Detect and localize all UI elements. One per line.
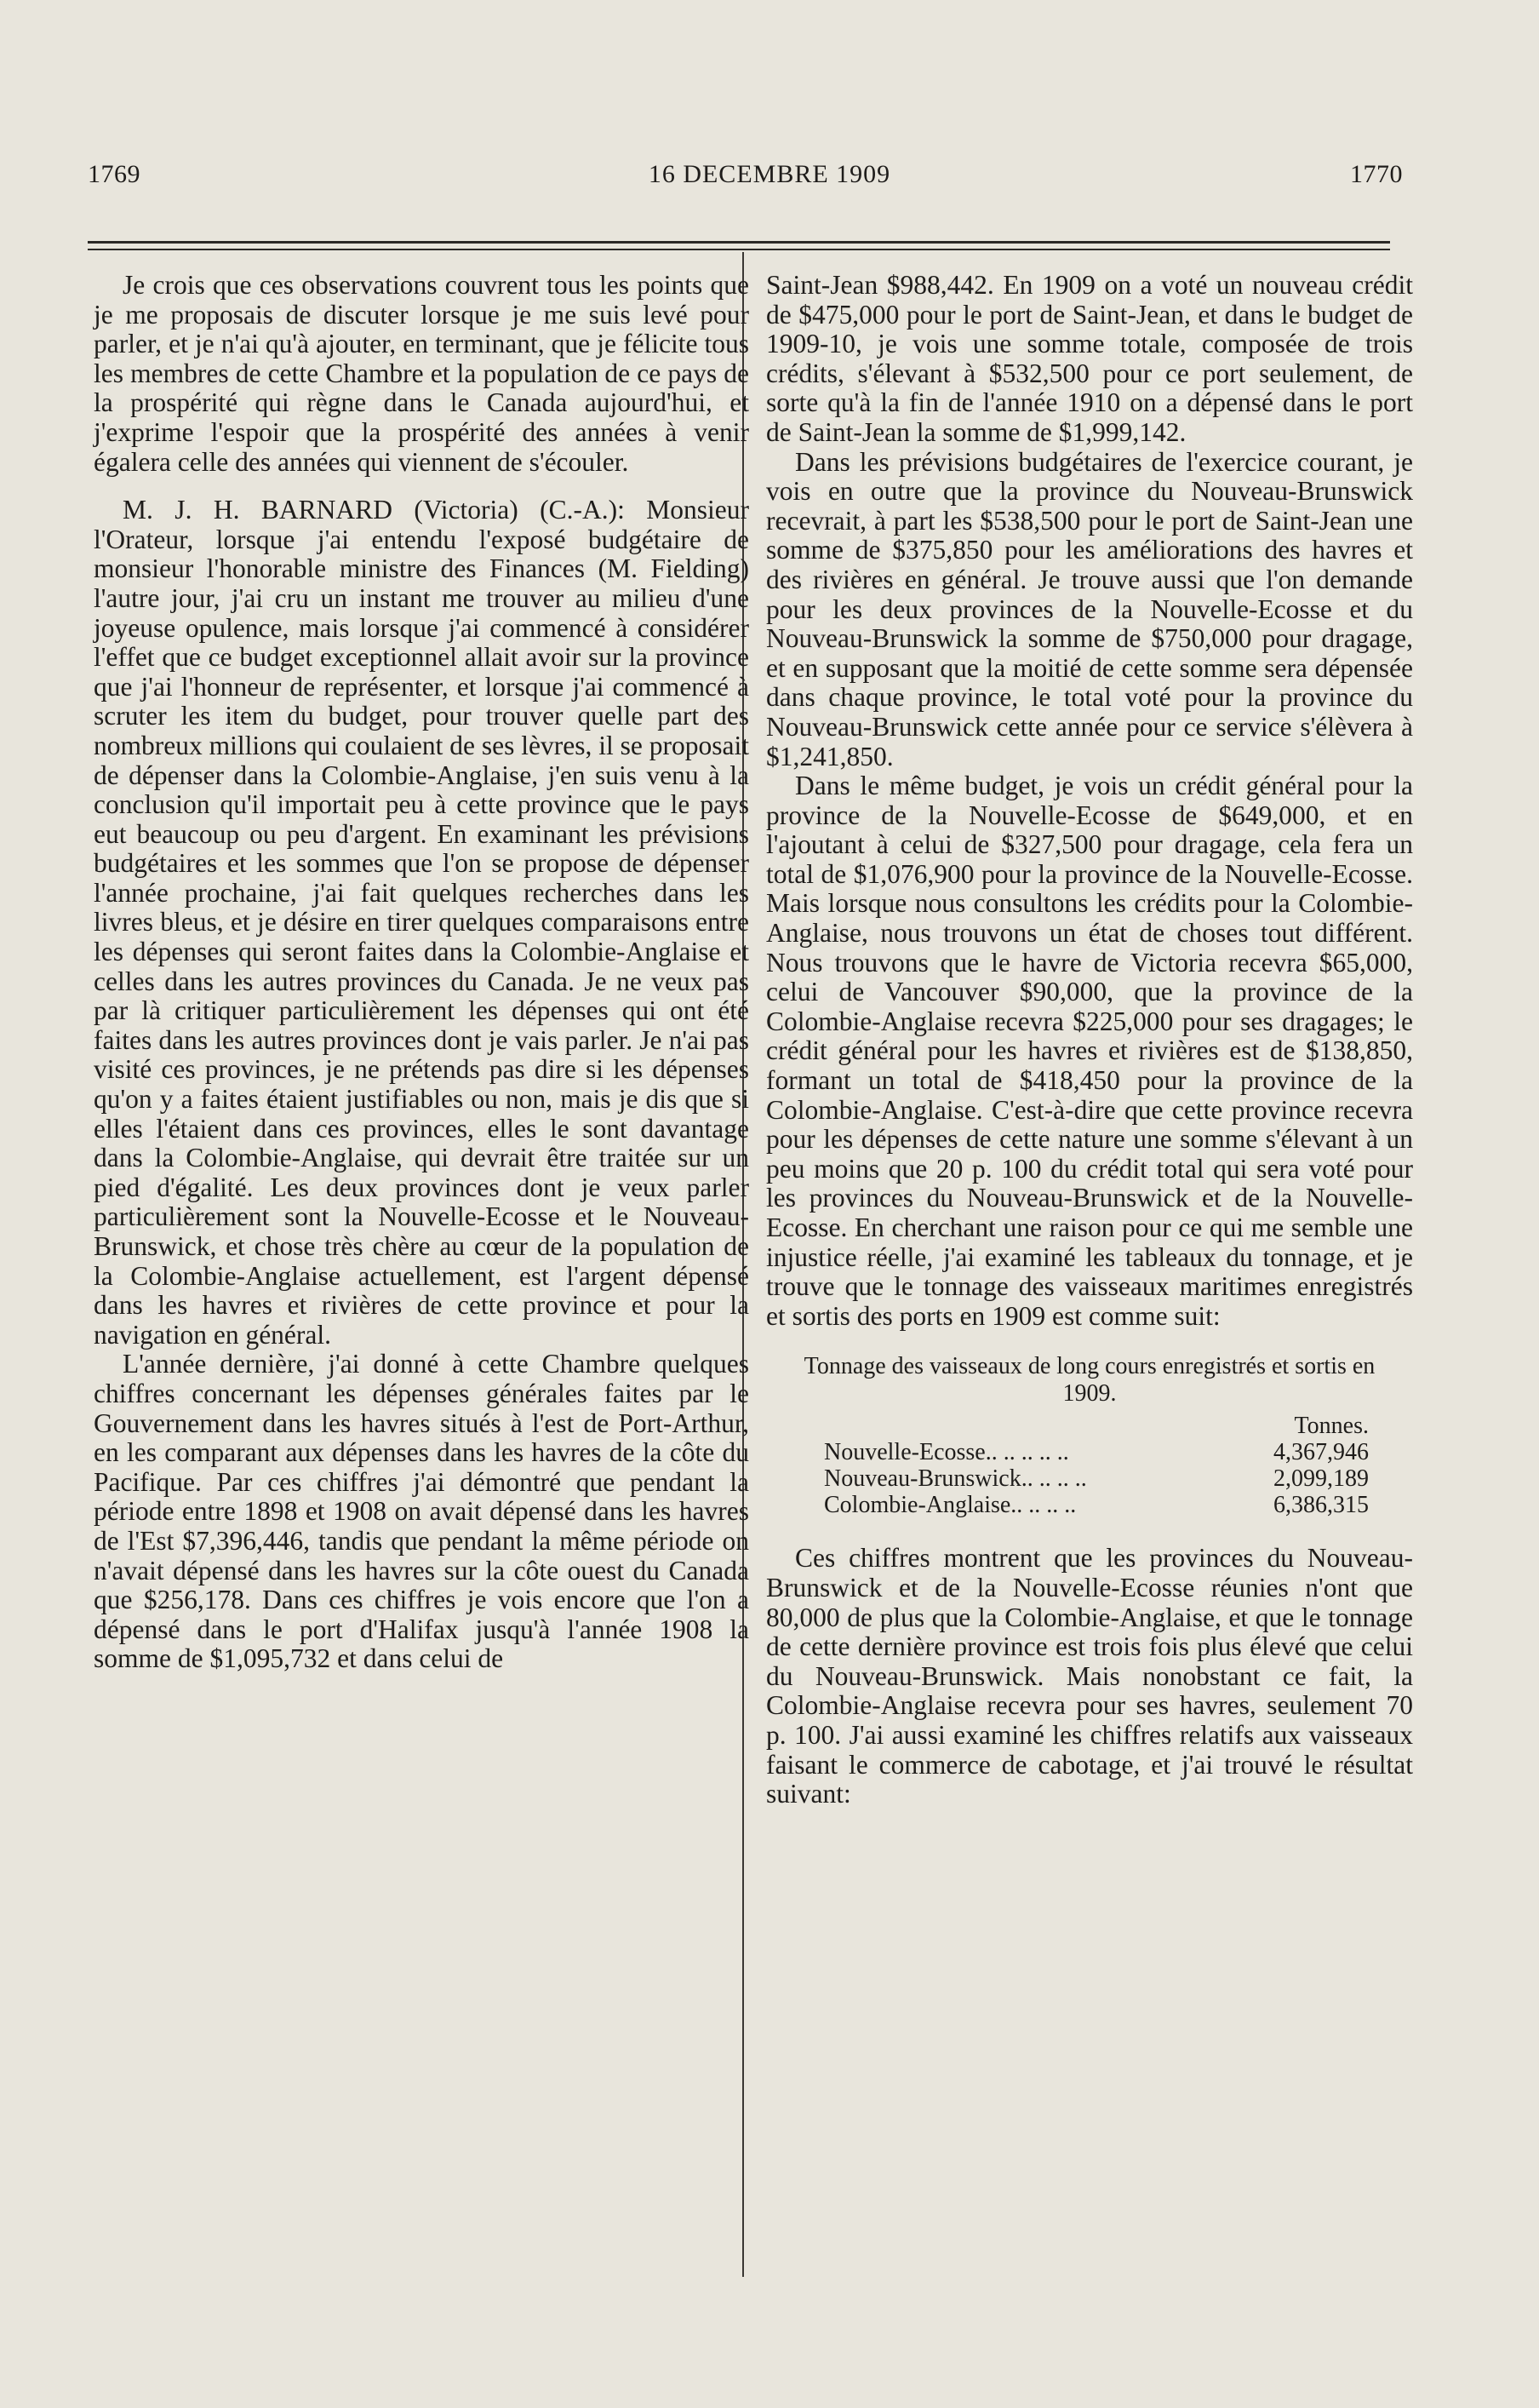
- table-caption: Tonnage des vaisseaux de long cours enregistrés et sortis en 1909.: [804, 1353, 1376, 1408]
- table-cell-value: 4,367,946: [1273, 1439, 1369, 1466]
- paragraph: Ces chiffres montrent que les provinces du Nouveau-Brunswick et de la Nouvelle-Ecosse réunies n'ont que 80,000 de plus que la Colombie-Anglaise, et que le tonnage de cette dernière province est trois fois plus élevé que celui du Nouveau-Brunswick. Mais nonobstant ce fait, la Colombie-Anglaise recevra pour ses havres, seulement 70 p. 100. J'ai aussi examiné les chiffres relatifs aux vaisseaux faisant le commerce de cabotage, et j'ai trouvé le résultat suivant:: [766, 1543, 1413, 1809]
- tonnage-table-block: [766, 1353, 1413, 1518]
- page-number-left: 1769: [88, 160, 140, 188]
- page-date: 16 DECEMBRE 1909: [648, 160, 891, 188]
- tonnage-table: [824, 1413, 1369, 1518]
- header-rule-top: [88, 241, 1390, 244]
- paragraph: Dans les prévisions budgétaires de l'exercice courant, je vois en outre que la province du Nouveau-Brunswick recevrait, à part les $538,500 pour le port de Saint-Jean une somme de $375,850 pour les améliorations des havres et des rivières en général. Je trouve aussi que l'on demande pour les deux provinces de la Nouvelle-Ecosse et du Nouveau-Brunswick la somme de $750,000 pour dragage, et en supposant que la moitié de cette somme sera dépensée dans chaque province, le total voté pour la province du Nouveau-Brunswick cette année pour ce service s'élèvera à $1,241,850.: [766, 446, 1413, 771]
- paragraph: L'année dernière, j'ai donné à cette Chambre quelques chiffres concernant les dépenses générales faites par le Gouvernement dans les havres situés à l'est de Port-Arthur, en les comparant aux dépenses dans les havres de la côte du Pacifique. Par ces chiffres j'ai démontré que pendant la période entre 1898 et 1908 on avait dépensé dans les havres de l'Est $7,396,446, tandis que pendant la même période on n'avait dépensé dans les havres sur la côte ouest du Canada que $256,178. Dans ces chiffres je vois encore que l'on a dépensé dans le port d'Halifax jusqu'à l'année 1908 la somme de $1,095,732 et dans celui de: [94, 1349, 749, 1674]
- table-cell-label: Colombie-Anglaise.. .. .. ..: [824, 1492, 1077, 1519]
- left-column: [94, 271, 749, 1674]
- page-number-right: 1770: [1350, 160, 1403, 188]
- speaker-riding: (Victoria) (C.-A.):: [414, 495, 625, 525]
- table-unit-header: Tonnes.: [1294, 1413, 1369, 1440]
- speaker-name: M. J. H. BARNARD: [123, 495, 392, 525]
- speech-text: Monsieur l'Orateur, lorsque j'ai entendu l'exposé budgétaire de monsieur l'honorable ministre des Finances (M. Fielding) l'autre jour, j'ai cru un instant me trouver au milieu d'une joyeuse opulence, mais lorsque j'ai commencé à considérer l'effet que ce budget exceptionnel allait avoir sur la province que j'ai l'honneur de représenter, et lorsque j'ai commencé à scruter les item du budget, pour trouver quelle part des nombreux millions qui coulaient de ses lèvres, il se proposait de dépenser dans la Colombie-Anglaise, j'en suis venu à la conclusion qu'il importait peu à cette province que le pays eut beaucoup ou peu d'argent. En examinant les prévisions budgétaires et les sommes que l'on se propose de dépenser l'année prochaine, j'ai fait quelques recherches dans les livres bleus, et je désire en tirer quelques comparaisons entre les dépenses qui seront faites dans la Colombie-Anglaise et celles dans les autres provinces du Canada. Je ne veux pas par là critiquer particulièrement les dépenses qui ont été faites dans les autres provinces dont je vais parler. Je n'ai pas visité ces provinces, je ne prétends pas dire si les dépenses qu'on y a faites étaient justifiables ou non, mais je dis que si elles l'étaient dans ces provinces, elles le sont davantage dans la Colombie-Anglaise, qui devrait être traitée sur un pied d'égalité. Les deux provinces dont je veux parler particulièrement sont la Nouvelle-Ecosse et le Nouveau-Brunswick, et chose très chère au cœur de la population de la Colombie-Anglaise actuellement, est l'argent dépensé dans les havres et rivières de cette province et pour la navigation en général.: [94, 495, 750, 1350]
- table-row: [824, 1492, 1369, 1518]
- table-header-row: [824, 1413, 1369, 1439]
- right-column: [766, 271, 1413, 1809]
- table-cell-value: 6,386,315: [1273, 1492, 1369, 1519]
- speaker-paragraph: [94, 496, 749, 1350]
- table-row: [824, 1439, 1369, 1465]
- table-cell-value: 2,099,189: [1273, 1465, 1369, 1493]
- header-rule-bottom: [88, 249, 1390, 250]
- paragraph: Je crois que ces observations couvrent tous les points que je me proposais de discuter lorsque je me suis levé pour parler, et je n'ai qu'à ajouter, en terminant, que je félicite tous les membres de cette Chambre et la population de ce pays de la prospérité qui règne dans le Canada aujourd'hui, et j'exprime l'espoir que la prospérité des années à venir égalera celle des années qui viennent de s'écouler.: [94, 270, 749, 477]
- table-cell-label: Nouvelle-Ecosse.. .. .. .. ..: [824, 1439, 1069, 1466]
- table-row: [824, 1465, 1369, 1492]
- paragraph: Saint-Jean $988,442. En 1909 on a voté un nouveau crédit de $475,000 pour le port de Saint-Jean, et dans le budget de 1909-10, je vois une somme totale, composée de trois crédits, s'élevant à $532,500 pour ce port seulement, de sorte qu'à la fin de l'année 1910 on a dépensé dans le port de Saint-Jean la somme de $1,999,142.: [766, 270, 1413, 447]
- table-cell-label: Nouveau-Brunswick.. .. .. ..: [824, 1465, 1087, 1493]
- paragraph: Dans le même budget, je vois un crédit général pour la province de la Nouvelle-Ecosse de $649,000, et en l'ajoutant à celui de $327,500 pour dragage, cela fera un total de $1,076,900 pour la province de la Nouvelle-Ecosse. Mais lorsque nous consultons les crédits pour la Colombie-Anglaise, nous trouvons un état de choses tout différent. Nous trouvons que le havre de Victoria recevra $65,000, celui de Vancouver $90,000, que la province de la Colombie-Anglaise recevra $225,000 pour ses dragages; le crédit général pour les havres et rivières est de $138,850, formant un total de $418,450 pour la province de la Colombie-Anglaise. C'est-à-dire que cette province recevra pour les dépenses de cette nature une somme s'élevant à un peu moins que 20 p. 100 du crédit total qui sera voté pour les provinces du Nouveau-Brunswick et de la Nouvelle-Ecosse. En cherchant une raison pour ce qui me semble une injustice réelle, j'ai examiné les tableaux du tonnage, et je trouve que le tonnage des vaisseaux maritimes enregistrés et sortis des ports en 1909 est comme suit:: [766, 771, 1413, 1331]
